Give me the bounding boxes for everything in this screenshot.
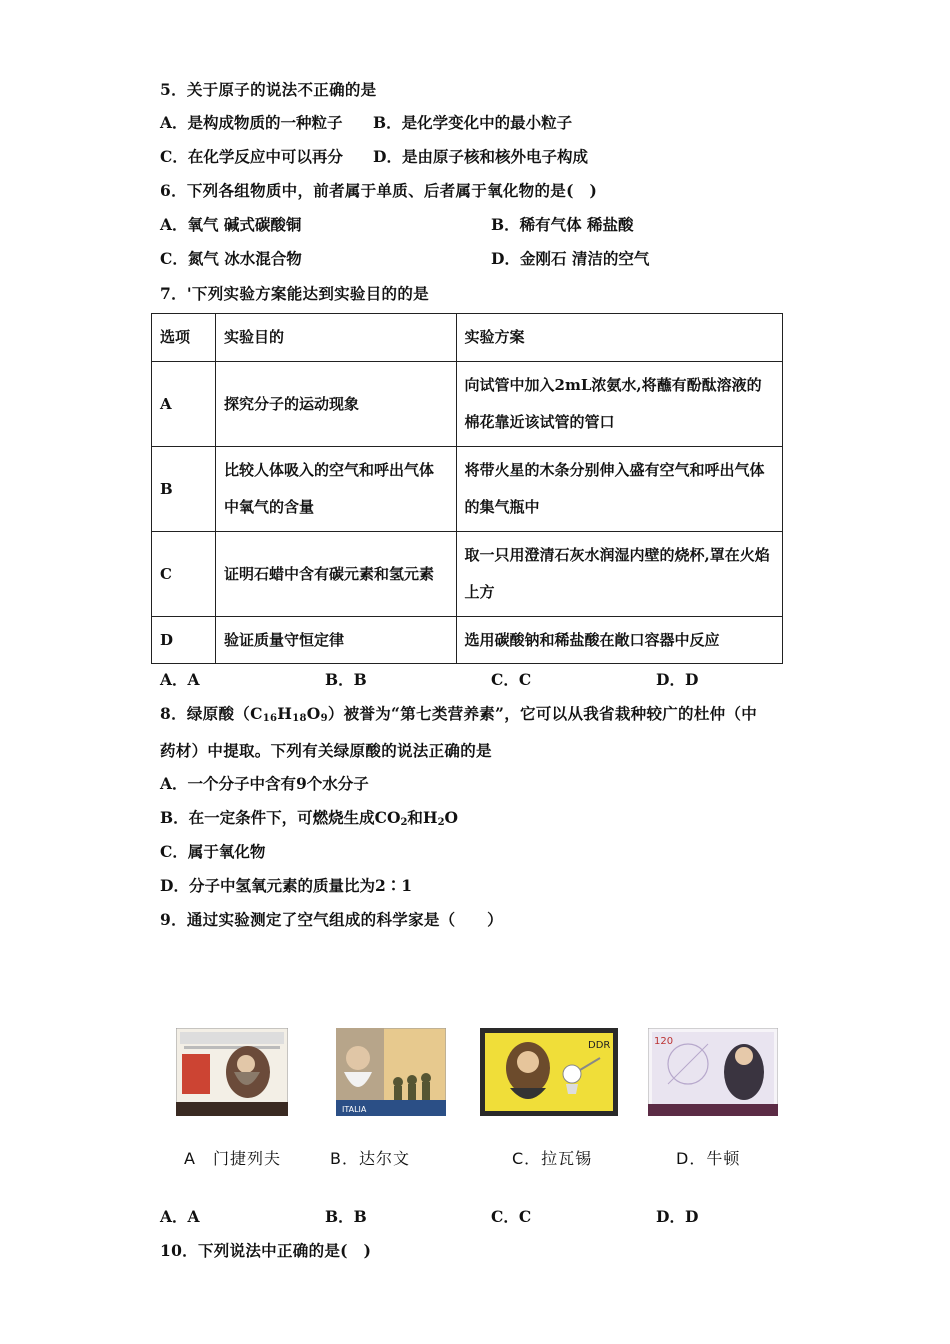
stamp-darwin-country: ITALIA [342,1105,367,1114]
table-row [152,617,783,664]
q7-answer-c[interactable]: C．C [491,670,532,689]
table-cell-purpose: 证明石蜡中含有碳元素和氢元素 [215,532,456,617]
q6-stem: 6．下列各组物质中，前者属于单质、后者属于氧化物的是( ) [160,181,598,200]
q8-stem-prefix: 8．绿原酸（C [160,704,263,723]
q8-option-b-sub1: 2 [400,817,408,828]
q8-stem [160,702,757,724]
table-cell-purpose: 验证质量守恒定律 [215,617,456,664]
q6-option-a[interactable]: A．氧气 碱式碳酸铜 [160,215,302,234]
table-cell-plan: 选用碳酸钠和稀盐酸在敞口容器中反应 [456,617,782,664]
stamp-mendeleev-image [176,1028,288,1116]
q8-option-d[interactable]: D．分子中氢氧元素的质量比为2∶1 [160,876,413,895]
q7-stem: 7．'下列实验方案能达到实验目的的是 [160,284,429,303]
q9-caption-c: C．拉瓦锡 [512,1149,593,1168]
q5-option-b[interactable]: B．是化学变化中的最小粒子 [373,113,573,132]
stamp-newton-price: 120 [654,1036,674,1047]
table-cell-purpose: 探究分子的运动现象 [215,362,456,447]
q10-stem: 10．下列说法中正确的是( ) [160,1241,372,1260]
q9-caption-b: B．达尔文 [330,1149,410,1168]
table-header-option: 选项 [152,314,216,362]
table-row [152,447,783,532]
q8-option-b-prefix: B．在一定条件下，可燃烧生成CO [160,808,401,827]
q9-caption-a: A 门捷列夫 [184,1149,281,1168]
q6-option-d[interactable]: D．金刚石 清洁的空气 [491,249,650,268]
experiment-table [151,313,783,664]
q6-option-b[interactable]: B．稀有气体 稀盐酸 [491,215,634,234]
q9-answer-b[interactable]: B．B [325,1207,367,1226]
q8-option-b-sub2: 2 [437,817,445,828]
q8-option-b-mid: 和H [407,808,438,827]
table-cell-plan: 向试管中加入2mL浓氨水,将蘸有酚酞溶液的棉花靠近该试管的管口 [456,362,782,447]
q5-stem: 5．关于原子的说法不正确的是 [160,80,377,99]
q5-option-c[interactable]: C．在化学反应中可以再分 [160,147,343,166]
stamp-lavoisier-image [480,1028,618,1116]
q9-answer-a[interactable]: A．A [160,1207,200,1226]
stamp-newton-image [648,1028,778,1116]
q9-caption-d: D．牛顿 [676,1149,741,1168]
q8-option-c[interactable]: C．属于氧化物 [160,842,266,861]
stamp-darwin-image [336,1028,446,1116]
q7-answer-b[interactable]: B．B [325,670,367,689]
table-cell-option: D [152,617,216,664]
table-cell-plan: 将带火星的木条分别伸入盛有空气和呼出气体的集气瓶中 [456,447,782,532]
q5-option-d[interactable]: D．是由原子核和核外电子构成 [373,147,588,166]
table-header-purpose: 实验目的 [215,314,456,362]
q8-option-b-end: O [444,808,459,827]
table-header-plan: 实验方案 [456,314,782,362]
q9-answer-d[interactable]: D．D [656,1207,699,1226]
table-cell-plan: 取一只用澄清石灰水润湿内壁的烧杯,罩在火焰上方 [456,532,782,617]
q8-stem-line2: 药材）中提取。下列有关绿原酸的说法正确的是 [160,741,492,760]
q5-option-a[interactable]: A．是构成物质的一种粒子 [160,113,343,132]
q8-sub-o: 9 [320,713,328,724]
q7-answer-a[interactable]: A．A [160,670,200,689]
table-header-row [152,314,783,362]
table-cell-option: A [152,362,216,447]
q7-answer-d[interactable]: D．D [656,670,699,689]
q8-option-b[interactable] [160,806,458,828]
q6-option-c[interactable]: C．氮气 冰水混合物 [160,249,302,268]
table-cell-option: C [152,532,216,617]
q8-stem-suffix: ）被誉为“第七类营养素”，它可以从我省栽种较广的杜仲（中 [327,704,758,723]
table-row [152,532,783,617]
table-cell-purpose: 比较人体吸入的空气和呼出气体中氧气的含量 [215,447,456,532]
q8-sub-c: 16 [262,713,278,724]
q8-sub-h: 18 [292,713,307,724]
q8-h: H [277,704,293,723]
table-row [152,362,783,447]
q9-answer-c[interactable]: C．C [491,1207,532,1226]
table-cell-option: B [152,447,216,532]
stamp-lavoisier-country: DDR [588,1040,611,1051]
q8-o: O [306,704,321,723]
q9-stem: 9．通过实验测定了空气组成的科学家是（ ） [160,910,503,929]
q8-option-a[interactable]: A．一个分子中含有9个水分子 [160,774,369,793]
